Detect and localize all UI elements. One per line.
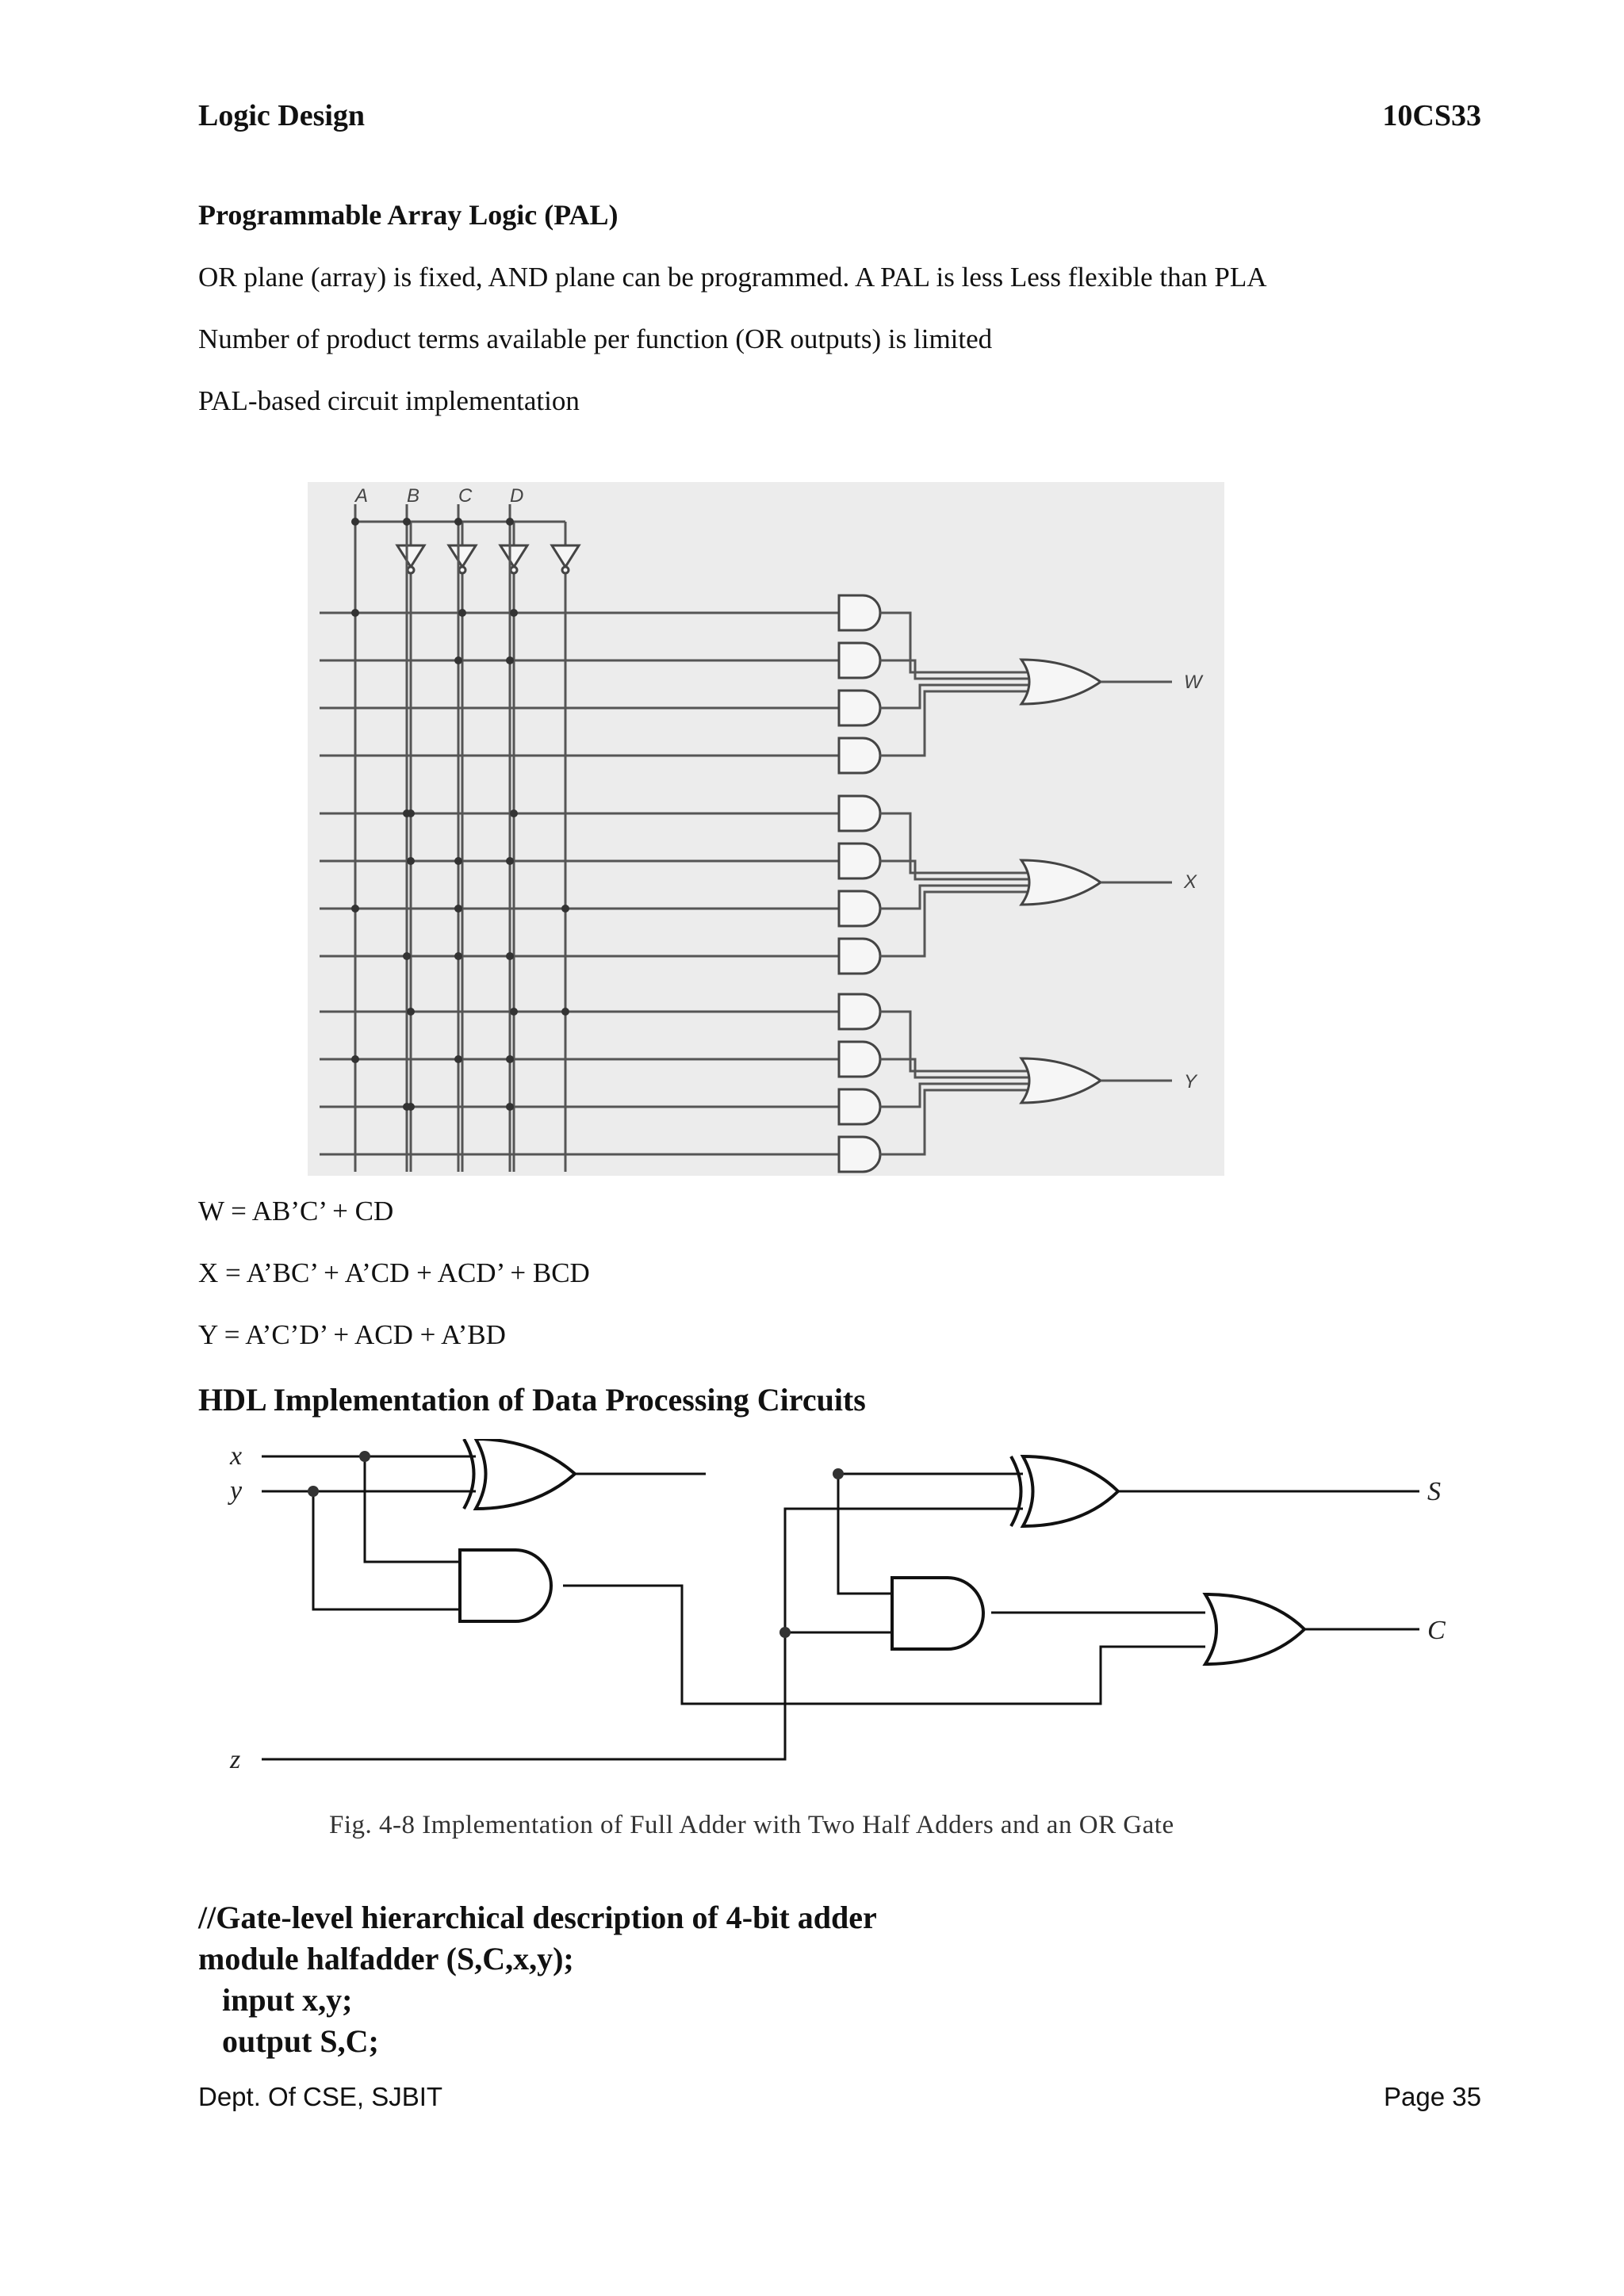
paragraph-1: OR plane (array) is fixed, AND plane can be programmed. A PAL is less Less flexible than PLA (198, 262, 1267, 293)
pal-and-gate (839, 1042, 880, 1077)
pal-and-gate (839, 738, 880, 773)
adder-input-label-x: x (230, 1441, 243, 1471)
pal-output-label-w: W (1184, 672, 1202, 693)
pal-and-gate (839, 939, 880, 974)
xor-gate-1 (464, 1439, 575, 1509)
pal-inverter-bubble (562, 567, 569, 573)
pal-fuse-dot (407, 1008, 415, 1016)
footer-page-number: Page 35 (1384, 2082, 1481, 2111)
pal-fuse-dot (506, 1103, 514, 1111)
pal-fuse-dot (403, 952, 411, 960)
equation-w: W = AB’C’ + CD (198, 1196, 394, 1226)
pal-input-label-b: B (407, 485, 420, 507)
pal-fuse-dot (403, 1103, 411, 1111)
pal-and-gate (839, 1137, 880, 1172)
pal-and-gate (839, 643, 880, 678)
code-comment: //Gate-level hierarchical description of 4-bit adder (198, 1900, 877, 1935)
pal-fuse-dot (454, 1055, 462, 1063)
pal-fuse-dot (458, 609, 466, 617)
code-output-line: output S,C; (222, 2023, 379, 2059)
pal-output-label-y: Y (1184, 1071, 1197, 1093)
pal-and-gate (839, 595, 880, 630)
adder-output-label-c: C (1427, 1616, 1446, 1645)
pal-circuit-figure (308, 482, 1224, 1176)
pal-fuse-dot (506, 656, 514, 664)
paragraph-2: Number of product terms available per function (OR outputs) is limited (198, 323, 993, 354)
paragraph-3: PAL-based circuit implementation (198, 385, 580, 416)
full-adder-figure (222, 1439, 1491, 1788)
pal-inverter-bubble (459, 567, 465, 573)
and-gate-2 (892, 1578, 983, 1649)
pal-and-gate (839, 844, 880, 878)
adder-input-label-z: z (230, 1745, 241, 1774)
equation-y: Y = A’C’D’ + ACD + A’BD (198, 1319, 506, 1350)
pal-junction-dot (403, 518, 411, 526)
footer-dept: Dept. Of CSE, SJBIT (198, 2082, 443, 2111)
pal-fuse-dot (510, 809, 518, 817)
pal-fuse-dot (351, 609, 359, 617)
pal-junction-dot (454, 518, 462, 526)
pal-fuse-dot (510, 1008, 518, 1016)
section-title: Programmable Array Logic (PAL) (198, 199, 619, 231)
pal-input-label-a: A (355, 485, 369, 507)
and-gate-1 (460, 1550, 551, 1621)
pal-fuse-dot (351, 905, 359, 913)
pal-fuse-dot (561, 905, 569, 913)
code-module-line: module halfadder (S,C,x,y); (198, 1941, 574, 1976)
pal-fuse-dot (351, 1055, 359, 1063)
pal-input-label-c: C (458, 485, 473, 507)
pal-fuse-dot (407, 857, 415, 865)
figure-caption: Fig. 4-8 Implementation of Full Adder with Two Half Adders and an OR Gate (329, 1811, 1174, 1839)
pal-and-gate (839, 1089, 880, 1124)
or-gate (1205, 1594, 1304, 1664)
pal-and-gate (839, 994, 880, 1029)
pal-fuse-dot (403, 809, 411, 817)
pal-and-gate (839, 796, 880, 831)
pal-and-gate (839, 691, 880, 725)
hdl-heading: HDL Implementation of Data Processing Circuits (198, 1382, 866, 1418)
header-title: Logic Design (198, 99, 366, 132)
pal-junction-dot (351, 518, 359, 526)
pal-fuse-dot (506, 952, 514, 960)
pal-fuse-dot (510, 609, 518, 617)
pal-input-label-d: D (510, 485, 524, 507)
pal-fuse-dot (454, 656, 462, 664)
pal-fuse-dot (561, 1008, 569, 1016)
adder-output-label-s: S (1427, 1477, 1441, 1506)
pal-output-label-x: X (1184, 871, 1197, 893)
adder-input-label-y: y (230, 1476, 243, 1506)
header-course-code: 10CS33 (1382, 99, 1481, 132)
equation-x: X = A’BC’ + A’CD + ACD’ + BCD (198, 1257, 590, 1288)
code-input-line: input x,y; (222, 1982, 353, 2018)
pal-fuse-dot (454, 952, 462, 960)
pal-and-gate (839, 891, 880, 926)
pal-inverter-bubble (511, 567, 517, 573)
xor-gate-2 (1011, 1456, 1118, 1526)
pal-fuse-dot (506, 857, 514, 865)
pal-junction-dot (506, 518, 514, 526)
pal-inverter-bubble (408, 567, 414, 573)
pal-fuse-dot (454, 857, 462, 865)
pal-fuse-dot (506, 1055, 514, 1063)
pal-fuse-dot (454, 905, 462, 913)
